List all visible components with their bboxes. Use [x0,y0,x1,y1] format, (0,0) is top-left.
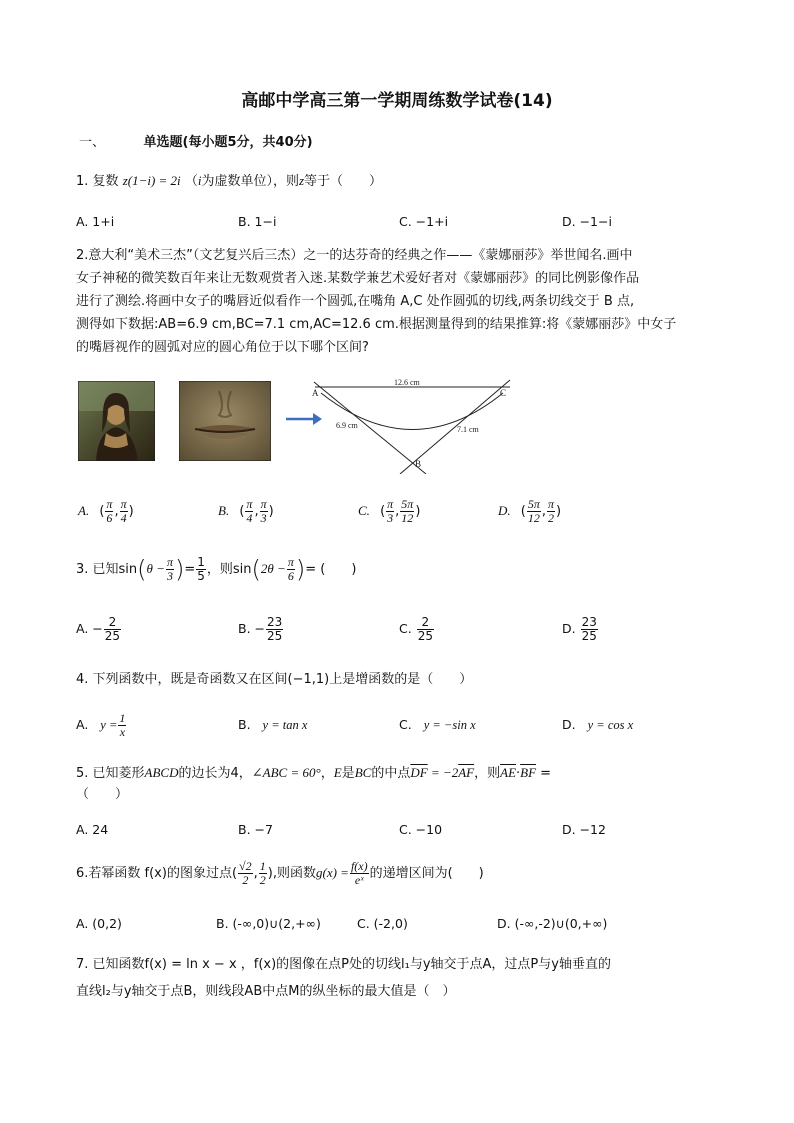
q6-f1-num: √2 [239,859,252,873]
q3-f1-den: 3 [166,569,173,583]
q4-option-b[interactable] [238,717,307,733]
q2a-n1: π [106,497,113,511]
q2-line-1: 2.意大利“美术三杰”（文艺复兴后三杰）之一的达芬奇的经典之作——《蒙娜丽莎》举世闻名.画中 [76,248,633,263]
q5-text-e: 的中点 [371,766,411,781]
question-5 [76,762,551,785]
q1-i-var: i [197,173,202,188]
q6-f1-den: 2 [242,873,249,887]
q3-option-d[interactable] [562,616,599,643]
q6-text-c: 的递增区间为( ) [369,866,484,881]
question-4: 4. 下列函数中，既是奇函数又在区间(−1,1)上是增函数的是（ ） [76,672,473,687]
q5-vector-ae: $\overline{AE}$ [500,765,517,780]
q2d-n2: π [548,497,555,511]
q1-z-var: z [298,173,305,188]
q3d-letter: D. [562,621,576,636]
q3-f1-num: π [166,555,173,569]
q1-option-c[interactable]: C. −1+i [399,214,449,229]
q1-option-d[interactable]: D. −1−i [562,214,612,229]
q1-text-d: 等于（ ） [304,174,383,189]
q6-option-b[interactable]: B. (-∞,0)∪(2,+∞) [216,916,321,931]
q3-text-b: ，则sin [206,562,252,577]
q1-text-c: 为虚数单位），则 [201,174,299,189]
lips-closeup-image [179,381,271,461]
q3a-letter: A. [76,621,89,636]
q2a-d2: 4 [120,511,127,525]
q2-option-d[interactable]: D. ( $\frac{5\pi}{12}$ , $\frac{\pi}{2}$ ) [498,497,562,525]
q2-line-2: 女子神秘的微笑数百年来让无数观赏者入迷.某数学兼艺术爱好者对《蒙娜丽莎》的同比例影像作品 [76,271,640,286]
q3-text-c: = ( ) [305,562,357,577]
q3b-letter: B. [238,621,251,636]
question-1 [76,170,382,193]
q2-option-c[interactable]: C. ( $\frac{\pi}{3}$ , $\frac{5\pi}{12}$ ) [358,497,421,525]
q3b-num: 23 [267,615,283,629]
q2c-d1: 3 [387,511,394,525]
section-label: 单选题(每小题5分，共40分) [143,135,313,150]
q2c-n2: 5π [401,497,414,511]
q4d-expr: y = cos x [587,718,634,732]
q3c-letter: C. [399,621,412,636]
q2d-d1: 12 [527,511,540,525]
question-3: 3. 已知sin(θ − $\frac{\pi}{3}$ )= $\frac{1}{5}$ ，则sin(2θ − $\frac{\pi}{6}$ )= ( ) [76,555,357,584]
q5-text-c: ， [320,766,334,781]
q3d-den: 25 [581,629,597,643]
q2d-n1: 5π [527,497,540,511]
q5-option-d[interactable]: D. −12 [562,822,606,837]
question-7-line-1: 7. 已知函数f(x) = ln x − x ，f(x)的图像在点P处的切线l₁与y轴交于点A，过点P与y轴垂直的 [76,957,611,972]
q2b-n2: π [260,497,267,511]
q5-text-b: 的边长为4， [178,766,252,781]
q4-option-d[interactable] [562,717,633,733]
q6-text-a: 6.若幂函数 f(x)的图象过点( [76,866,238,881]
q1-expr: z(1−i) = 2i [122,173,181,188]
q3-option-a[interactable] [76,616,122,643]
q5-option-c[interactable]: C. −10 [399,822,443,837]
q4a-expr: y = [100,718,118,732]
section-number: 一、 [79,135,106,150]
q5-abcd: ABCD [144,765,179,780]
q4-option-a[interactable] [76,712,127,739]
q4d-letter: D. [562,717,576,732]
q4a-den: x [119,725,126,739]
q2a-d1: 6 [106,511,113,525]
q2-option-a-letter: A. [78,503,90,518]
question-2 [76,244,722,359]
section-header [79,131,313,150]
q1-option-b[interactable]: B. 1−i [238,214,277,229]
q3c-num: 2 [417,616,434,630]
q3-option-b[interactable] [238,616,284,643]
q5-dot: · [516,766,521,781]
q5-text-g: = [536,766,552,781]
q5-vec-mid: = −2 [427,765,459,780]
q4c-letter: C. [399,717,412,732]
q6-text-b: ),则函数 [267,866,316,881]
q2-line-3: 进行了测绘.将画中女子的嘴唇近似看作一个圆弧,在嘴角 A,C 处作圆弧的切线,两条切线交于 B 点, [76,294,635,309]
q6-f2-den: 2 [259,873,266,887]
q6-f3-den: eˣ [354,873,364,887]
q2-option-b[interactable]: B. ( $\frac{\pi}{4}$ , $\frac{\pi}{3}$ ) [218,497,274,525]
lip-arc-diagram [312,376,517,474]
q5-vector-df: $\overline{DF}$ [410,765,428,780]
q3-f2-den: 5 [197,569,205,583]
q3-f2-num: 1 [197,555,205,569]
q5-text-f: ，则 [474,766,501,781]
q5-bc: BC [354,765,372,780]
q6-comma: , [253,866,258,881]
q2-line-4: 测得如下数据:AB=6.9 cm,BC=7.1 cm,AC=12.6 cm.根据测量得到的结果推算:将《蒙娜丽莎》中女子 [76,317,677,332]
q3-inner-2: 2θ − [260,561,286,576]
q2b-d2: 3 [260,511,267,525]
point-a: A [312,388,319,398]
q6-f3-num: f(x) [350,859,368,873]
label-ab: 6.9 cm [336,421,358,430]
q5-answer-bracket: （ ） [76,787,129,802]
q3b-den: 25 [267,629,283,643]
label-ac: 12.6 cm [394,378,420,387]
q5-option-b[interactable]: B. −7 [238,822,273,837]
q1-text-b: （ [184,174,198,189]
q4c-expr: y = −sin x [423,718,476,732]
q5-option-a[interactable]: A. 24 [76,822,109,837]
q6-option-d[interactable]: D. (-∞,-2)∪(0,+∞) [497,916,608,931]
q3b-sign: − [254,621,266,636]
q6-gx: g(x) = [315,865,349,880]
q4-option-c[interactable] [399,717,476,733]
q4a-letter: A. [76,717,89,732]
q3-option-c[interactable] [399,616,435,643]
q2-option-b-letter: B. [218,503,230,518]
q2b-d1: 4 [246,511,253,525]
q5-text-a: 5. 已知菱形 [76,766,145,781]
q3-text-a: 3. 已知sin [76,562,138,577]
q5-text-d: 是 [341,766,355,781]
q2-option-d-letter: D. [498,503,511,518]
q6-f2-num: 1 [259,859,266,873]
mona-lisa-image [78,381,155,461]
q6-option-a[interactable]: A. (0,2) [76,916,122,931]
q4b-letter: B. [238,717,251,732]
q4a-num: 1 [119,711,126,725]
q3d-num: 23 [581,615,597,629]
q3-f3-den: 6 [287,569,294,583]
q5-vector-af: $\overline{AF}$ [458,765,475,780]
q5-e: E [333,765,342,780]
q3a-sign: − [92,621,103,636]
q2a-n2: π [120,497,127,511]
q3c-den: 25 [417,629,433,643]
question-7-line-2: 直线l₂与y轴交于点B，则线段AB中点M的纵坐标的最大值是（ ） [76,984,456,999]
q2c-n1: π [387,497,394,511]
q2-line-5: 的嘴唇视作的圆弧对应的圆心角位于以下哪个区间? [76,340,369,355]
q5-vector-bf: $\overline{BF}$ [520,765,537,780]
q4b-expr: y = tan x [262,718,308,732]
point-c: C [500,388,507,398]
q2c-d2: 12 [401,511,414,525]
q3a-num: 2 [104,616,121,630]
q1-option-a[interactable]: A. 1+i [76,214,115,229]
q2-option-c-letter: C. [358,503,370,518]
q1-text-a: 1. 复数 [76,174,119,189]
q2-option-a[interactable]: A. ( $\frac{\pi}{6}$ , $\frac{\pi}{4}$ ) [78,497,134,525]
q5-angle: ∠ABC = 60° [251,765,321,780]
q2b-n1: π [246,497,253,511]
q6-option-c[interactable]: C. (-2,0) [357,916,408,931]
q3-f3-num: π [287,555,294,569]
q2d-d2: 2 [548,511,555,525]
page-title: 高邮中学高三第一学期周练数学试卷(14) [241,91,553,111]
question-6 [76,860,484,887]
q3a-den: 25 [104,629,121,643]
point-b: B [415,459,422,469]
q3-inner-1: θ − [146,561,165,576]
label-bc: 7.1 cm [457,425,479,434]
q3-eq: = [184,562,196,577]
